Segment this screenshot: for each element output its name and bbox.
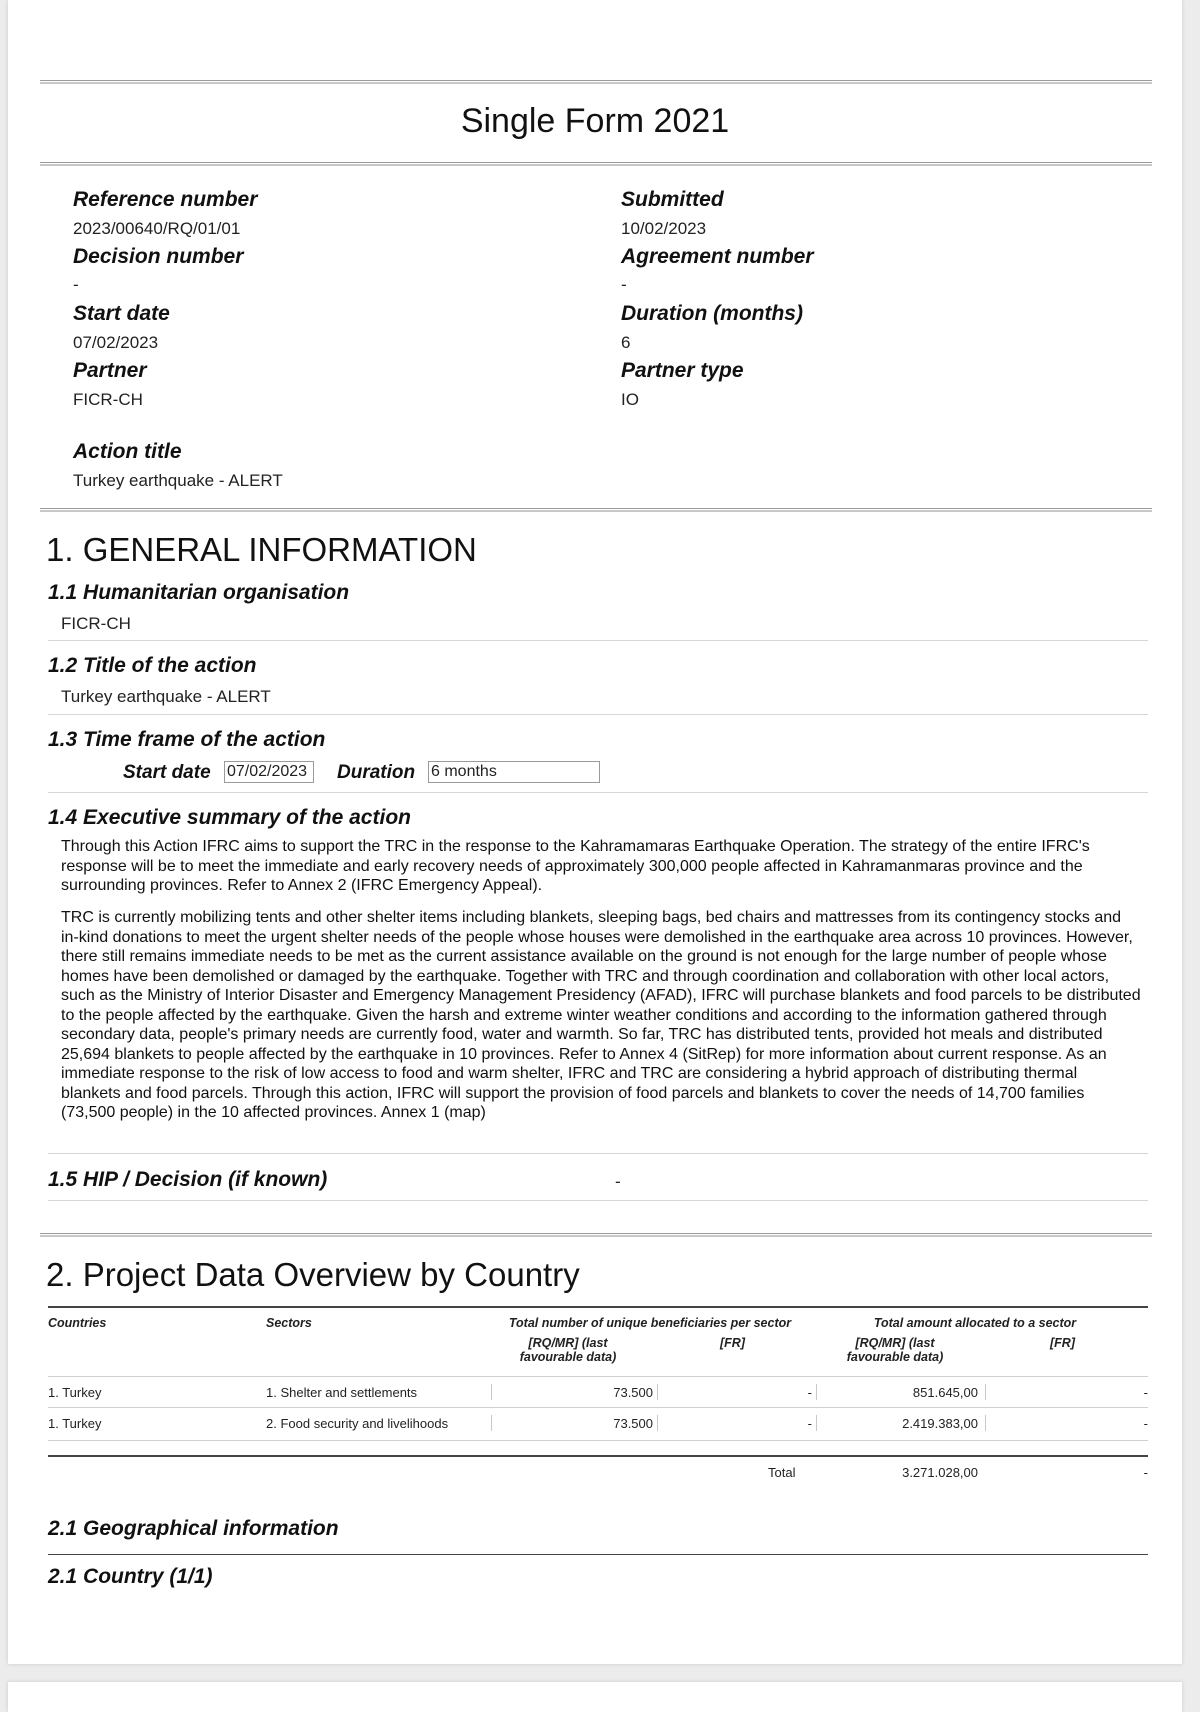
- top-rule: [40, 80, 1152, 84]
- summary-paragraph-2: TRC is currently mobilizing tents and other shelter items including blankets, sleeping bags, bed chairs and mattresses from its contingency stocks and in-kind donations to meet the urgent shelter needs of the people whose houses were demolished in the earthquake area across 10 provinces. However, there still remains immediate needs to be met as the current assistance available on the ground is not enough for the large number of people whose homes have been demolished or damaged by the earthquake. Together with TRC and through coordination and collaboration with other local actors, such as the Ministry of Interior Disaster and Emergency Management Presidency (AFAD), IFRC will purchase blankets and food parcels to be distributed to the people affected by the earthquake. Given the harsh and extreme winter weather conditions and according to the information gathered through secondary data, people's primary needs are currently food, water and warmth. So far, TRC has distributed tents, provided hot meals and distributed 25,694 blankets to people affected by the earthquake in 10 provinces. Refer to Annex 4 (SitRep) for more information about current response. As an immediate response to the risk of low access to food and warm shelter, IFRC and TRC are considering a hybrid approach of distributing thermal blankets and food parcels. Through this action, IFRC will support the provision of food parcels and blankets to cover the needs of 14,700 families (73,500 people) in the 10 affected provinces. Annex 1 (map): [61, 909, 1141, 1121]
- submitted-value: 10/02/2023: [621, 219, 707, 238]
- cell-amt-rq: 851.645,00: [912, 1385, 978, 1400]
- s21-geo-label: 2.1 Geographical information: [48, 1517, 339, 1540]
- s13-start-label: Start date: [123, 762, 211, 783]
- cell-divider: [816, 1384, 817, 1400]
- s14-label: 1.4 Executive summary of the action: [48, 806, 411, 829]
- action-title-value: Turkey earthquake - ALERT: [73, 471, 283, 490]
- action-title-label: Action title: [73, 440, 182, 463]
- row-divider: [48, 1407, 1148, 1408]
- start-date-value: 07/02/2023: [73, 333, 159, 352]
- s15-label: 1.5 HIP / Decision (if known): [48, 1168, 328, 1191]
- cell-sector: 1. Shelter and settlements: [266, 1385, 418, 1400]
- submitted-label: Submitted: [621, 188, 724, 211]
- decision-value: -: [73, 275, 79, 294]
- cell-divider: [657, 1384, 658, 1400]
- cell-divider: [985, 1415, 986, 1431]
- cell-divider: [985, 1384, 986, 1400]
- reference-value: 2023/00640/RQ/01/01: [73, 219, 241, 238]
- cell-amt-fr: -: [1143, 1416, 1148, 1431]
- s13-duration-label: Duration: [337, 762, 416, 783]
- geo-line: [48, 1554, 1148, 1555]
- section-rule: [40, 1233, 1152, 1237]
- start-date-label: Start date: [73, 302, 170, 325]
- cell-divider: [491, 1384, 492, 1400]
- partner-label: Partner: [73, 359, 147, 382]
- col-beneficiaries: Total number of unique beneficiaries per sector: [508, 1316, 792, 1330]
- cell-amt-rq: 2.419.383,00: [902, 1416, 978, 1431]
- title-rule: [40, 162, 1152, 166]
- s15-value: -: [615, 1172, 621, 1191]
- cell-amt-fr: -: [1143, 1385, 1148, 1400]
- cell-country: 1. Turkey: [48, 1385, 102, 1400]
- partner-type-label: Partner type: [621, 359, 744, 382]
- cell-ben-fr: -: [807, 1416, 812, 1431]
- separator: [48, 792, 1148, 793]
- agreement-value: -: [621, 275, 627, 294]
- s11-value: FICR-CH: [61, 614, 131, 633]
- sub-rqmr-amount: [RQ/MR] (last favourable data): [846, 1336, 944, 1364]
- cell-divider: [816, 1415, 817, 1431]
- separator: [48, 1200, 1148, 1201]
- next-page-edge: [8, 1682, 1182, 1712]
- s11-label: 1.1 Humanitarian organisation: [48, 581, 350, 604]
- total-amt-fr: -: [1143, 1465, 1148, 1480]
- agreement-label: Agreement number: [621, 245, 814, 268]
- header-divider: [48, 1376, 1148, 1377]
- table-top-line: [48, 1306, 1148, 1308]
- s13-start-field: 07/02/2023: [224, 761, 314, 783]
- decision-label: Decision number: [73, 245, 244, 268]
- row-divider: [48, 1440, 1148, 1441]
- sub-fr-amount: [FR]: [1050, 1336, 1075, 1350]
- cell-divider: [491, 1415, 492, 1431]
- s21-country-label: 2.1 Country (1/1): [48, 1565, 213, 1588]
- duration-label: Duration (months): [621, 302, 803, 325]
- section2-heading: 2. Project Data Overview by Country: [46, 1256, 580, 1293]
- total-line: [48, 1455, 1148, 1457]
- s12-value: Turkey earthquake - ALERT: [61, 687, 271, 706]
- cell-ben-rq: 73.500: [613, 1385, 653, 1400]
- partner-type-value: IO: [621, 390, 639, 409]
- cell-country: 1. Turkey: [48, 1416, 102, 1431]
- s13-label: 1.3 Time frame of the action: [48, 728, 326, 751]
- cell-ben-rq: 73.500: [613, 1416, 653, 1431]
- col-amount: Total amount allocated to a sector: [873, 1316, 1077, 1330]
- cell-ben-fr: -: [807, 1385, 812, 1400]
- summary-paragraph-1: Through this Action IFRC aims to support the TRC in the response to the Kahramamaras Earthquake Operation. The strategy of the entire IFRC's response will be to meet the immediate and early recovery needs of approximately 300,000 people affected in Kahramanmaras province and the surrounding provinces. Refer to Annex 2 (IFRC Emergency Appeal).: [61, 838, 1090, 894]
- partner-value: FICR-CH: [73, 390, 143, 409]
- separator: [48, 1153, 1148, 1154]
- total-amt-rq: 3.271.028,00: [902, 1465, 978, 1480]
- meta-rule: [40, 508, 1152, 512]
- form-title: Single Form 2021: [460, 102, 730, 140]
- cell-sector: 2. Food security and livelihoods: [266, 1416, 449, 1431]
- s12-label: 1.2 Title of the action: [48, 654, 257, 677]
- col-sectors: Sectors: [266, 1316, 312, 1330]
- duration-value: 6: [621, 333, 631, 352]
- section1-heading: 1. GENERAL INFORMATION: [46, 531, 477, 568]
- col-countries: Countries: [48, 1316, 107, 1330]
- document-page: [8, 0, 1182, 1664]
- total-label: Total: [768, 1465, 796, 1480]
- sub-fr-beneficiaries: [FR]: [720, 1336, 745, 1350]
- s13-duration-field: 6 months: [428, 761, 600, 783]
- reference-label: Reference number: [73, 188, 258, 211]
- separator: [48, 714, 1148, 715]
- cell-divider: [657, 1415, 658, 1431]
- sub-rqmr-beneficiaries: [RQ/MR] (last favourable data): [519, 1336, 617, 1364]
- separator: [48, 640, 1148, 641]
